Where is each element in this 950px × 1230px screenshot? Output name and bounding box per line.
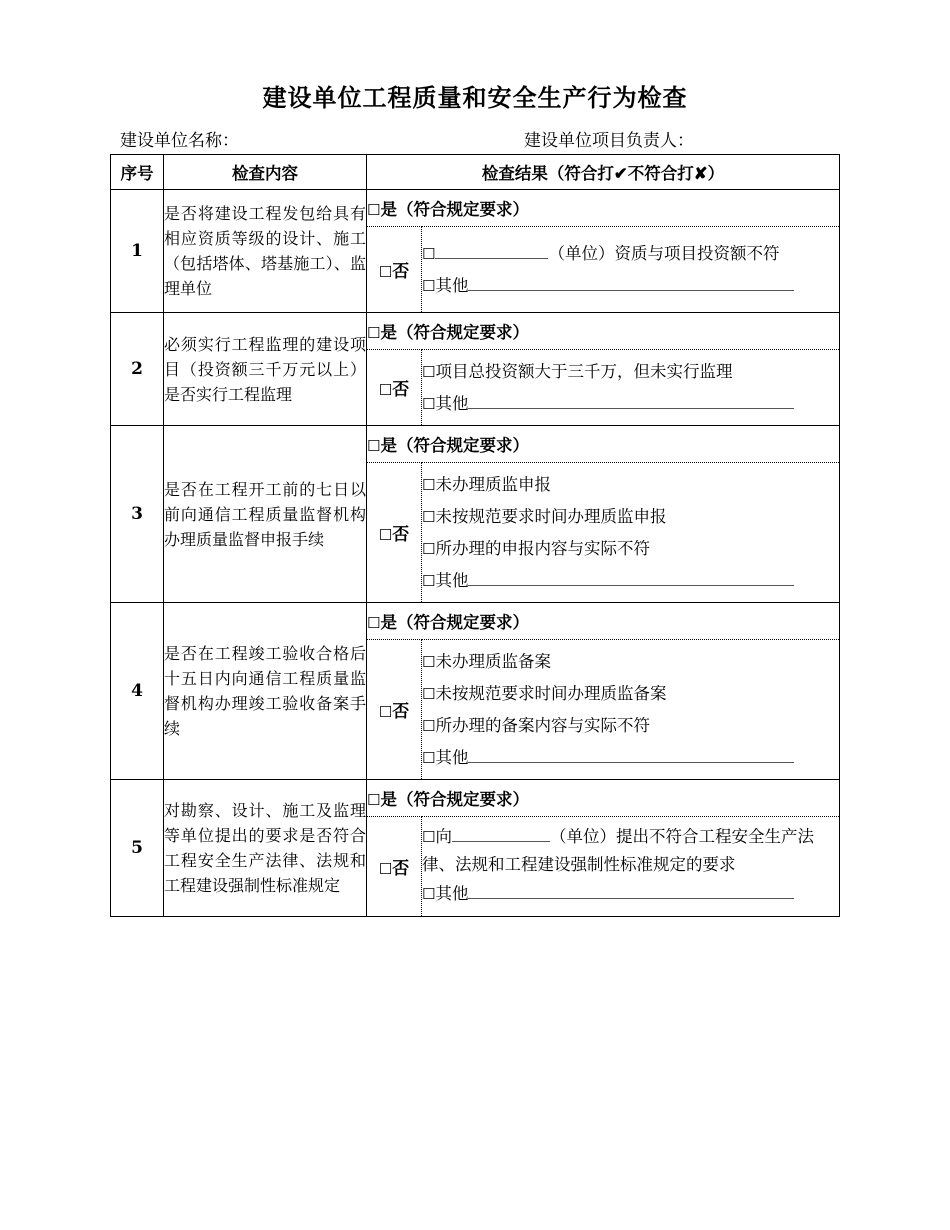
- option-text: 所办理的申报内容与实际不符: [435, 538, 650, 558]
- option-text: 未按规范要求时间办理质监备案: [435, 683, 667, 703]
- no-reasons: [422, 463, 840, 603]
- row-number: 2: [111, 313, 164, 426]
- option-text: （单位）资质与项目投资额不符: [548, 243, 780, 263]
- option-item[interactable]: [422, 501, 839, 533]
- no-option[interactable]: [367, 350, 422, 426]
- checkbox-icon[interactable]: ☐: [378, 526, 393, 544]
- option-item[interactable]: [422, 678, 839, 710]
- checkbox-icon[interactable]: ☐: [422, 828, 436, 846]
- header-content: 检查内容: [164, 155, 367, 190]
- project-manager-label: 建设单位项目负责人：: [524, 131, 694, 151]
- yes-option[interactable]: [367, 190, 840, 227]
- option-other[interactable]: [422, 565, 839, 597]
- fill-blank[interactable]: [468, 391, 794, 409]
- no-label: 否: [392, 262, 410, 282]
- yes-label: 是（符合规定要求）: [380, 613, 529, 632]
- checkbox-icon[interactable]: ☐: [367, 201, 381, 219]
- checkbox-icon[interactable]: ☐: [422, 571, 436, 590]
- no-reasons: [422, 640, 840, 780]
- yes-label: 是（符合规定要求）: [380, 436, 529, 455]
- table-row: [111, 313, 840, 350]
- option-other[interactable]: [422, 388, 839, 420]
- no-label: 否: [392, 380, 410, 400]
- option-item[interactable]: [422, 823, 839, 878]
- check-content: 对勘察、设计、施工及监理等单位提出的要求是否符合工程安全生产法律、法规和工程建设强制性标准规定: [164, 780, 367, 917]
- fill-blank[interactable]: [468, 881, 794, 899]
- checkbox-icon[interactable]: ☐: [422, 652, 436, 671]
- option-text: 未办理质监申报: [435, 474, 551, 494]
- checkbox-icon[interactable]: ☐: [367, 324, 381, 342]
- no-option[interactable]: [367, 227, 422, 313]
- table-row: [111, 603, 840, 640]
- yes-label: 是（符合规定要求）: [380, 790, 529, 809]
- yes-option[interactable]: [367, 780, 840, 817]
- option-other[interactable]: [422, 270, 839, 302]
- no-label: 否: [392, 702, 410, 722]
- checkbox-icon[interactable]: ☐: [367, 437, 381, 455]
- fill-blank[interactable]: [468, 745, 794, 763]
- checkbox-icon[interactable]: ☐: [422, 362, 436, 381]
- option-text: 其他: [435, 570, 469, 590]
- row-number: 1: [111, 190, 164, 313]
- no-label: 否: [392, 525, 410, 545]
- option-item[interactable]: [422, 356, 839, 388]
- checkbox-icon[interactable]: ☐: [378, 381, 393, 399]
- checkbox-icon[interactable]: ☐: [422, 507, 436, 526]
- checkbox-icon[interactable]: ☐: [378, 263, 393, 281]
- option-item[interactable]: [422, 238, 839, 270]
- checkbox-icon[interactable]: ☐: [378, 703, 393, 721]
- yes-option[interactable]: [367, 603, 840, 640]
- option-other[interactable]: [422, 742, 839, 774]
- checkbox-icon[interactable]: ☐: [422, 684, 436, 703]
- checkbox-icon[interactable]: ☐: [422, 394, 436, 413]
- option-text: 其他: [435, 884, 469, 903]
- header-no: 序号: [111, 155, 164, 190]
- checkbox-icon[interactable]: ☐: [367, 791, 381, 809]
- header-result: 检查结果（符合打✔不符合打✘）: [367, 155, 840, 190]
- option-text: 其他: [435, 747, 469, 767]
- check-content: 是否在工程竣工验收合格后十五日内向通信工程质量监督机构办理竣工验收备案手续: [164, 603, 367, 780]
- table-header-row: [111, 155, 840, 190]
- row-number: 4: [111, 603, 164, 780]
- no-option[interactable]: [367, 463, 422, 603]
- option-item[interactable]: [422, 646, 839, 678]
- unit-name-label: 建设单位名称：: [120, 131, 239, 151]
- option-text: 项目总投资额大于三千万，但未实行监理: [435, 361, 733, 381]
- checkbox-icon[interactable]: ☐: [422, 475, 436, 494]
- yes-label: 是（符合规定要求）: [380, 323, 529, 342]
- no-label: 否: [392, 859, 410, 879]
- checkbox-icon[interactable]: ☐: [422, 885, 436, 903]
- checkbox-icon[interactable]: ☐: [422, 244, 436, 263]
- option-item[interactable]: [422, 533, 839, 565]
- inspection-table: [110, 154, 840, 917]
- checkbox-icon[interactable]: ☐: [422, 539, 436, 558]
- option-item[interactable]: [422, 469, 839, 501]
- option-text: （单位）提出不符合工程安全生产法律、法规和工程建设强制性标准规定的要求: [422, 827, 814, 874]
- yes-option[interactable]: [367, 313, 840, 350]
- checkbox-icon[interactable]: ☐: [422, 716, 436, 735]
- no-reasons: [422, 350, 840, 426]
- fill-blank[interactable]: [452, 824, 550, 842]
- page-title: 建设单位工程质量和安全生产行为检查: [262, 83, 688, 112]
- fill-blank[interactable]: [435, 241, 548, 259]
- table-row: [111, 426, 840, 463]
- table-row: [111, 780, 840, 817]
- fill-blank[interactable]: [468, 273, 794, 291]
- no-reasons: [422, 227, 840, 313]
- yes-label: 是（符合规定要求）: [380, 200, 529, 219]
- no-option[interactable]: [367, 640, 422, 780]
- option-text: 向: [435, 827, 452, 846]
- option-text: 其他: [435, 393, 469, 413]
- fill-blank[interactable]: [468, 568, 794, 586]
- no-reasons: [422, 817, 840, 917]
- check-content: 是否将建设工程发包给具有相应资质等级的设计、施工（包括塔体、塔基施工）、监理单位: [164, 190, 367, 313]
- row-number: 5: [111, 780, 164, 917]
- option-text: 其他: [435, 275, 469, 295]
- check-content: 是否在工程开工前的七日以前向通信工程质量监督机构办理质量监督申报手续: [164, 426, 367, 603]
- option-text: 未按规范要求时间办理质监申报: [435, 506, 667, 526]
- yes-option[interactable]: [367, 426, 840, 463]
- checkbox-icon[interactable]: ☐: [367, 614, 381, 632]
- check-content: 必须实行工程监理的建设项目（投资额三千万元以上）是否实行工程监理: [164, 313, 367, 426]
- option-text: 未办理质监备案: [435, 651, 551, 671]
- checkbox-icon[interactable]: ☐: [378, 860, 393, 878]
- option-text: 所办理的备案内容与实际不符: [435, 715, 650, 735]
- option-other[interactable]: [422, 878, 839, 910]
- table-row: [111, 190, 840, 227]
- checkbox-icon[interactable]: ☐: [422, 276, 436, 295]
- checkbox-icon[interactable]: ☐: [422, 748, 436, 767]
- no-option[interactable]: [367, 817, 422, 917]
- row-number: 3: [111, 426, 164, 603]
- option-item[interactable]: [422, 710, 839, 742]
